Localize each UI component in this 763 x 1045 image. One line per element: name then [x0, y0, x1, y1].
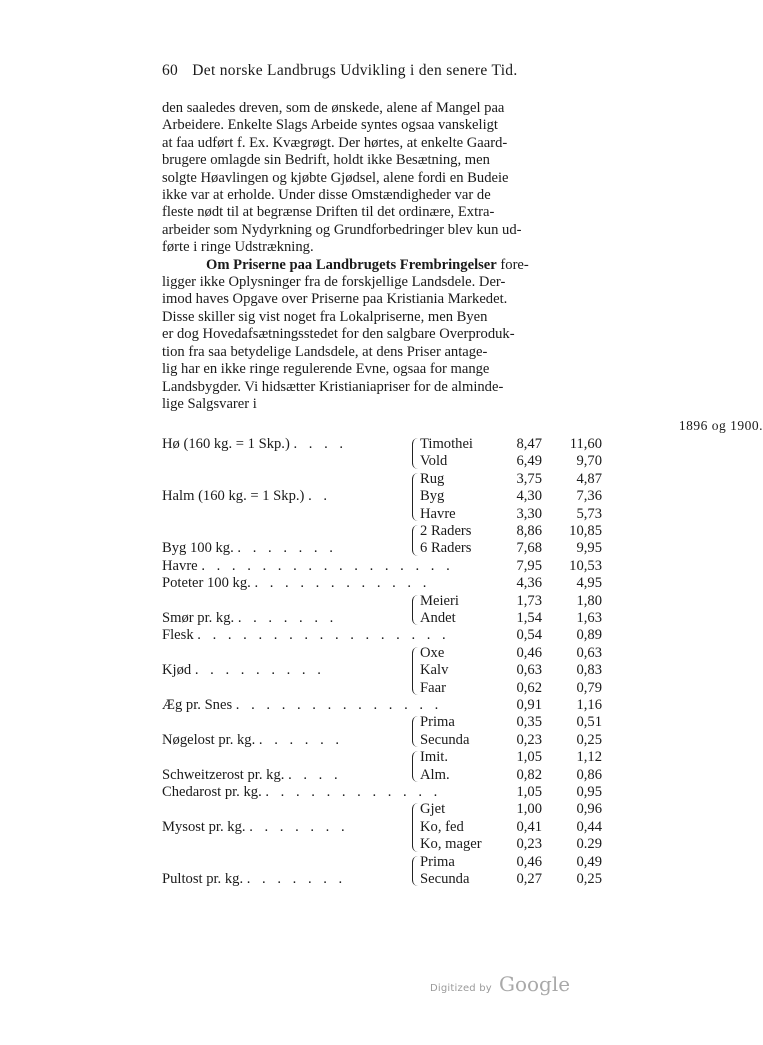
row-subcategory: Prima	[420, 714, 455, 731]
digitized-by-google-watermark	[430, 972, 570, 996]
row-label	[162, 575, 430, 592]
text-line	[162, 257, 608, 274]
row-label	[162, 697, 442, 714]
price-1900: 4,87	[576, 470, 602, 487]
row-label	[162, 784, 441, 801]
price-row	[162, 732, 602, 749]
price-1896: 4,30	[516, 488, 542, 505]
row-label	[162, 662, 325, 679]
price-row	[162, 714, 602, 731]
leader-dots: . . . . . . .	[237, 540, 337, 557]
row-subcategory: Havre	[420, 505, 456, 522]
paragraph-2	[162, 257, 608, 414]
row-label	[162, 540, 337, 557]
price-row	[162, 610, 602, 627]
leader-dots: . . . . . . . . . . . . . . . . .	[197, 627, 450, 644]
leader-dots: . . . . . . . . . . . . . .	[235, 697, 443, 713]
row-subcategory: Gjet	[420, 801, 446, 818]
text-line: imod haves Opgave over Priserne paa Kristiania Markedet.	[162, 291, 508, 308]
price-1900: 10,53	[569, 557, 602, 574]
row-subcategory: 6 Raders	[420, 540, 472, 557]
row-label-text: Æg pr. Snes	[162, 697, 233, 713]
row-subcategory: Andet	[420, 610, 456, 626]
price-1896: 1,00	[516, 801, 542, 818]
text-line: brugere omlagde sin Bedrift, holdt ikke Besætning, men	[162, 152, 490, 169]
paragraph-1	[162, 100, 608, 257]
price-1900: 0,79	[576, 679, 602, 696]
text-line: Disse skiller sig vist noget fra Lokalpriserne, men Byen	[162, 308, 488, 325]
text-line: solgte Høavlingen og kjøbte Gjødsel, alene fordi en Budeie	[162, 169, 509, 186]
price-row	[162, 645, 602, 662]
price-1900: 0,25	[576, 731, 602, 748]
row-label-text: Havre	[162, 557, 198, 574]
row-subcategory: Imit.	[420, 749, 448, 766]
price-1896: 4,36	[516, 575, 542, 592]
price-row	[162, 488, 602, 505]
price-1900: 0,51	[576, 714, 602, 731]
price-1896: 0,46	[516, 853, 542, 870]
price-row	[162, 854, 602, 871]
group-brace	[412, 803, 419, 851]
leader-dots: . . . .	[293, 436, 348, 452]
row-subcategory: 2 Raders	[420, 523, 472, 539]
leader-dots: . . . .	[288, 766, 342, 783]
price-row	[162, 767, 602, 784]
price-1900: 0,86	[576, 766, 602, 783]
row-subcategory: Byg	[420, 488, 445, 505]
price-1900: 10,85	[569, 523, 602, 539]
price-1900: 0,25	[576, 871, 602, 887]
price-1896: 0,54	[516, 627, 542, 644]
leader-dots: . . . . . . . . . . . .	[254, 575, 431, 592]
row-subcategory: Secunda	[420, 731, 470, 748]
text-line: ligger ikke Oplysninger fra de forskjellige Landsdele. Der-	[162, 274, 506, 291]
row-label-text: Pultost pr. kg.	[162, 871, 244, 887]
price-row	[162, 453, 602, 470]
price-1896: 1,54	[516, 610, 542, 626]
price-row	[162, 749, 602, 766]
row-subcategory: Vold	[420, 453, 448, 470]
row-subcategory: Timothei	[420, 436, 473, 452]
price-1896: 0,23	[516, 731, 542, 748]
bold-lead: Om Priserne paa Landbrugets Frembringelser	[206, 256, 497, 273]
price-1900: 5,73	[576, 505, 602, 522]
group-brace	[412, 716, 419, 747]
price-1896: 7,68	[516, 540, 542, 557]
text-line: førte i ringe Udstrækning.	[162, 239, 314, 256]
price-row	[162, 680, 602, 697]
price-row	[162, 871, 602, 888]
group-brace	[412, 647, 419, 695]
price-1896: 1,73	[516, 592, 542, 609]
price-1900: 1,80	[576, 592, 602, 609]
price-1900: 1,12	[576, 749, 602, 766]
row-label	[162, 871, 346, 888]
row-label-text: Nøgelost pr. kg.	[162, 731, 256, 748]
text-line: lig har en ikke ringe regulerende Evne, ogsaa for mange	[162, 361, 490, 378]
row-label-text: Poteter 100 kg.	[162, 575, 251, 592]
price-1896: 0,62	[516, 679, 542, 696]
price-1896: 0,63	[516, 662, 542, 679]
row-label	[162, 488, 331, 505]
text-line: arbeider som Nydyrkning og Grundforbedringer blev kun ud-	[162, 221, 522, 238]
text-line: den saaledes dreven, som de ønskede, alene af Mangel paa	[162, 100, 505, 116]
row-label-text: Chedarost pr. kg.	[162, 784, 262, 800]
price-1896: 1,05	[516, 749, 542, 766]
row-label-text: Smør pr. kg.	[162, 610, 235, 626]
price-1900: 0.29	[576, 836, 602, 853]
price-1896: 1,05	[516, 784, 542, 800]
text-line: at faa udført f. Ex. Kvægrøgt. Der hørtes, at enkelte Gaard-	[162, 134, 508, 151]
row-label	[162, 767, 342, 784]
price-row	[162, 819, 602, 836]
price-1900: 0,83	[576, 662, 602, 679]
leader-dots: . . . . . . .	[249, 818, 349, 835]
row-subcategory: Alm.	[420, 766, 450, 783]
price-1900: 4,95	[576, 575, 602, 592]
price-row	[162, 436, 602, 453]
group-brace	[412, 438, 419, 469]
price-1896: 0,82	[516, 766, 542, 783]
price-1896: 3,75	[516, 470, 542, 487]
price-1896: 0,91	[516, 697, 542, 713]
group-brace	[412, 473, 419, 521]
leader-dots: . . . . . .	[258, 731, 344, 748]
price-1896: 3,30	[516, 505, 542, 522]
price-1896: 0,41	[516, 818, 542, 835]
row-subcategory: Secunda	[420, 871, 470, 887]
row-label-text: Schweitzerost pr. kg.	[162, 766, 285, 783]
text-line: er dog Hovedafsætningsstedet for den salgbare Overproduk-	[162, 326, 515, 343]
running-title: Det norske Landbrugs Udvikling i den senere Tid.	[192, 62, 518, 79]
price-row	[162, 523, 602, 540]
row-subcategory: Rug	[420, 470, 445, 487]
running-header	[162, 62, 582, 80]
row-label-text: Hø (160 kg. = 1 Skp.)	[162, 436, 290, 452]
price-1896: 0,46	[516, 644, 542, 661]
price-row	[162, 836, 602, 853]
price-row	[162, 471, 602, 488]
google-logo-text: Google	[499, 972, 571, 996]
price-row	[162, 697, 602, 714]
price-1900: 9,95	[576, 540, 602, 557]
years-header: 1896 og 1900.	[678, 418, 763, 433]
row-subcategory: Ko, fed	[420, 818, 464, 835]
text-line: ikke var at erholde. Under disse Omstændigheder var de	[162, 187, 491, 204]
row-label	[162, 732, 343, 749]
price-row	[162, 801, 602, 818]
price-1900: 0,89	[576, 627, 602, 644]
page-number: 60	[162, 62, 179, 79]
price-row	[162, 593, 602, 610]
price-1900: 0,44	[576, 818, 602, 835]
group-brace	[412, 856, 419, 887]
row-subcategory: Prima	[420, 853, 455, 870]
price-row	[162, 662, 602, 679]
price-1896: 8,47	[516, 436, 542, 452]
row-label-text: Kjød	[162, 662, 192, 679]
row-label	[162, 610, 337, 627]
row-subcategory: Faar	[420, 679, 446, 696]
leader-dots: . . . . . . . . . . . . . . . . .	[201, 557, 454, 574]
body-text	[162, 100, 608, 413]
watermark-prefix: Digitized by	[430, 983, 492, 994]
text-line: Landsbygder. Vi hidsætter Kristianiapriser for de alminde-	[162, 378, 504, 395]
row-label	[162, 627, 450, 644]
price-1900: 7,36	[576, 488, 602, 505]
row-subcategory: Kalv	[420, 662, 449, 679]
price-1900: 0,95	[576, 784, 602, 800]
leader-dots: . . . . . . .	[237, 610, 338, 626]
leader-dots: . . . . . . . . . . . .	[265, 784, 442, 800]
price-row	[162, 627, 602, 644]
price-1900: 9,70	[576, 453, 602, 470]
row-label-text: Byg 100 kg.	[162, 540, 234, 557]
price-1900: 0,63	[576, 644, 602, 661]
group-brace	[412, 525, 419, 556]
price-row	[162, 506, 602, 523]
leader-dots: . . . . . . . . .	[194, 662, 325, 679]
row-label-text: Mysost pr. kg.	[162, 818, 246, 835]
price-row	[162, 540, 602, 557]
text-line: tion fra saa betydelige Landsdele, at dens Priser antage-	[162, 343, 488, 360]
lead-rest: fore-	[496, 256, 529, 273]
row-subcategory: Oxe	[420, 644, 445, 661]
row-label	[162, 436, 347, 453]
leader-dots: . . . . . . .	[246, 871, 347, 887]
row-label-text: Halm (160 kg. = 1 Skp.)	[162, 488, 305, 505]
price-1896: 0,23	[516, 836, 542, 853]
price-1900: 0,96	[576, 801, 602, 818]
price-row	[162, 558, 602, 575]
price-row	[162, 575, 602, 592]
price-1896: 8,86	[516, 523, 542, 539]
row-label-text: Flesk	[162, 627, 194, 644]
row-label	[162, 558, 454, 575]
price-1900: 1,16	[576, 697, 602, 713]
price-1896: 6,49	[516, 453, 542, 470]
row-subcategory: Meieri	[420, 592, 459, 609]
price-row	[162, 784, 602, 801]
price-1896: 7,95	[516, 557, 542, 574]
row-subcategory: Ko, mager	[420, 836, 482, 853]
price-1900: 11,60	[569, 436, 602, 452]
price-1896: 0,35	[516, 714, 542, 731]
price-1900: 0,49	[576, 853, 602, 870]
group-brace	[412, 595, 419, 626]
text-line: Arbeidere. Enkelte Slags Arbeide syntes ogsaa vanskeligt	[162, 117, 498, 134]
text-line: fleste nødt til at begrænse Driften til det ordinære, Extra-	[162, 204, 495, 221]
group-brace	[412, 751, 419, 782]
row-label	[162, 819, 349, 836]
price-1896: 0,27	[516, 871, 542, 887]
price-1900: 1,63	[576, 610, 602, 626]
leader-dots: . .	[308, 488, 332, 505]
text-line: lige Salgsvarer i	[162, 395, 257, 412]
